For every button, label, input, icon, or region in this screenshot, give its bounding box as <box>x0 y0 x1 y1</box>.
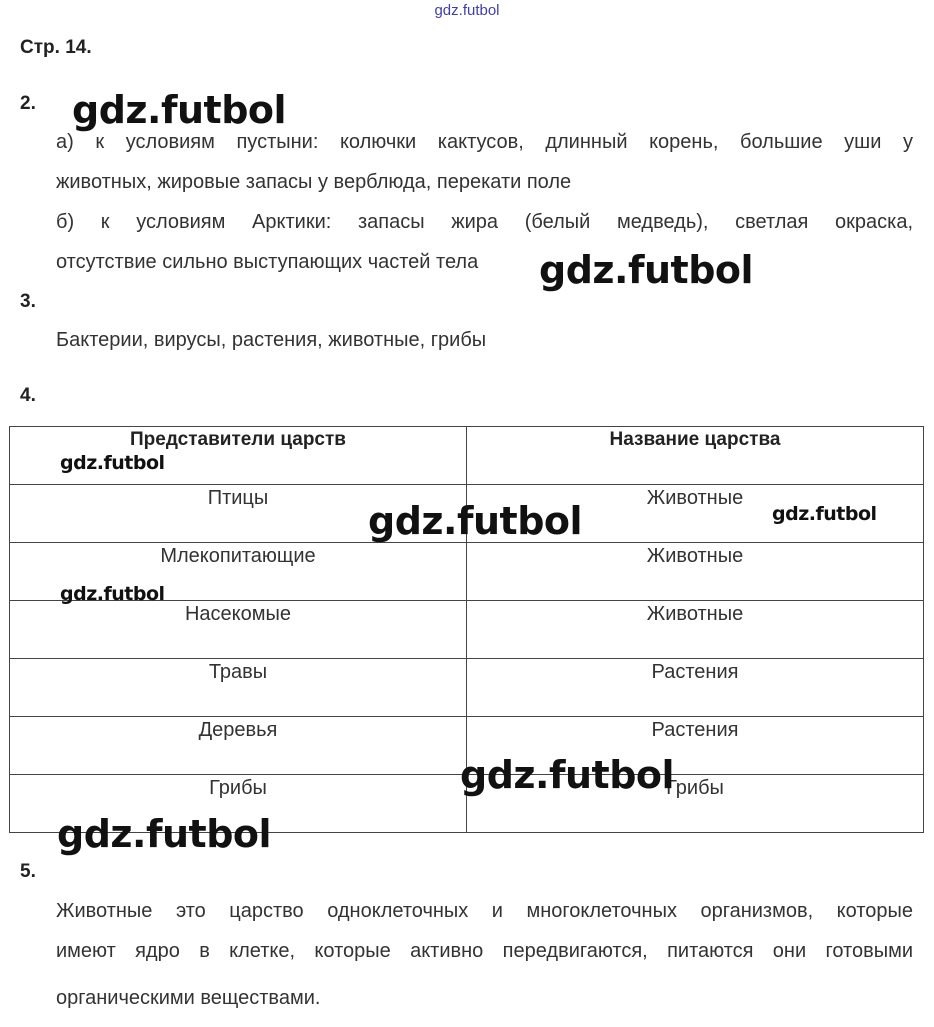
table-cell-kingdom: Животные <box>467 485 924 543</box>
table-cell-representative: Насекомые <box>10 601 467 659</box>
task-2-line-b1: б) к условиям Арктики: запасы жира (белый медведь), светлая окраска, <box>56 211 913 233</box>
table-cell-kingdom: Растения <box>467 659 924 717</box>
task-5-number: 5. <box>20 861 36 882</box>
table-cell-kingdom: Животные <box>467 601 924 659</box>
table-cell-kingdom: Растения <box>467 717 924 775</box>
table-cell-representative: Млекопитающие <box>10 543 467 601</box>
watermark: gdz.futbol <box>460 753 675 797</box>
task-3-number: 3. <box>20 291 36 312</box>
table-cell-representative: Травы <box>10 659 467 717</box>
watermark: gdz.futbol <box>60 452 165 474</box>
table-cell-kingdom: Животные <box>467 543 924 601</box>
task-2-line-a2: животных, жировые запасы у верблюда, перекати поле <box>56 171 572 193</box>
watermark: gdz.futbol <box>368 499 583 543</box>
table-header-representatives: Представители царств <box>10 427 467 485</box>
table-row <box>10 659 924 717</box>
page-number: Стр. 14. <box>20 37 92 58</box>
table-cell-representative: Грибы <box>10 775 467 833</box>
watermark: gdz.futbol <box>57 812 272 856</box>
task-5-line-1: Животные это царство одноклеточных и многоклеточных организмов, которые <box>56 900 913 922</box>
task-2-number: 2. <box>20 93 36 114</box>
watermark: gdz.futbol <box>72 88 287 132</box>
task-4-number: 4. <box>20 385 36 406</box>
top-watermark: gdz.futbol <box>434 2 500 19</box>
watermark: gdz.futbol <box>539 248 754 292</box>
table-row <box>10 601 924 659</box>
task-3-answer: Бактерии, вирусы, растения, животные, грибы <box>56 329 487 351</box>
task-5-line-2: имеют ядро в клетке, которые активно передвигаются, питаются они готовыми <box>56 940 913 962</box>
task-2-line-a1: а) к условиям пустыни: колючки кактусов, длинный корень, большие уши у <box>56 131 913 153</box>
task-2-line-b2: отсутствие сильно выступающих частей тела <box>56 251 479 273</box>
table-header-kingdom: Название царства <box>467 427 924 485</box>
table-cell-representative: Деревья <box>10 717 467 775</box>
watermark: gdz.futbol <box>60 583 165 605</box>
table-cell-kingdom: Грибы <box>467 775 924 833</box>
table-cell-representative: Птицы <box>10 485 467 543</box>
task-5-line-3: органическими веществами. <box>56 987 321 1009</box>
watermark: gdz.futbol <box>772 503 877 525</box>
